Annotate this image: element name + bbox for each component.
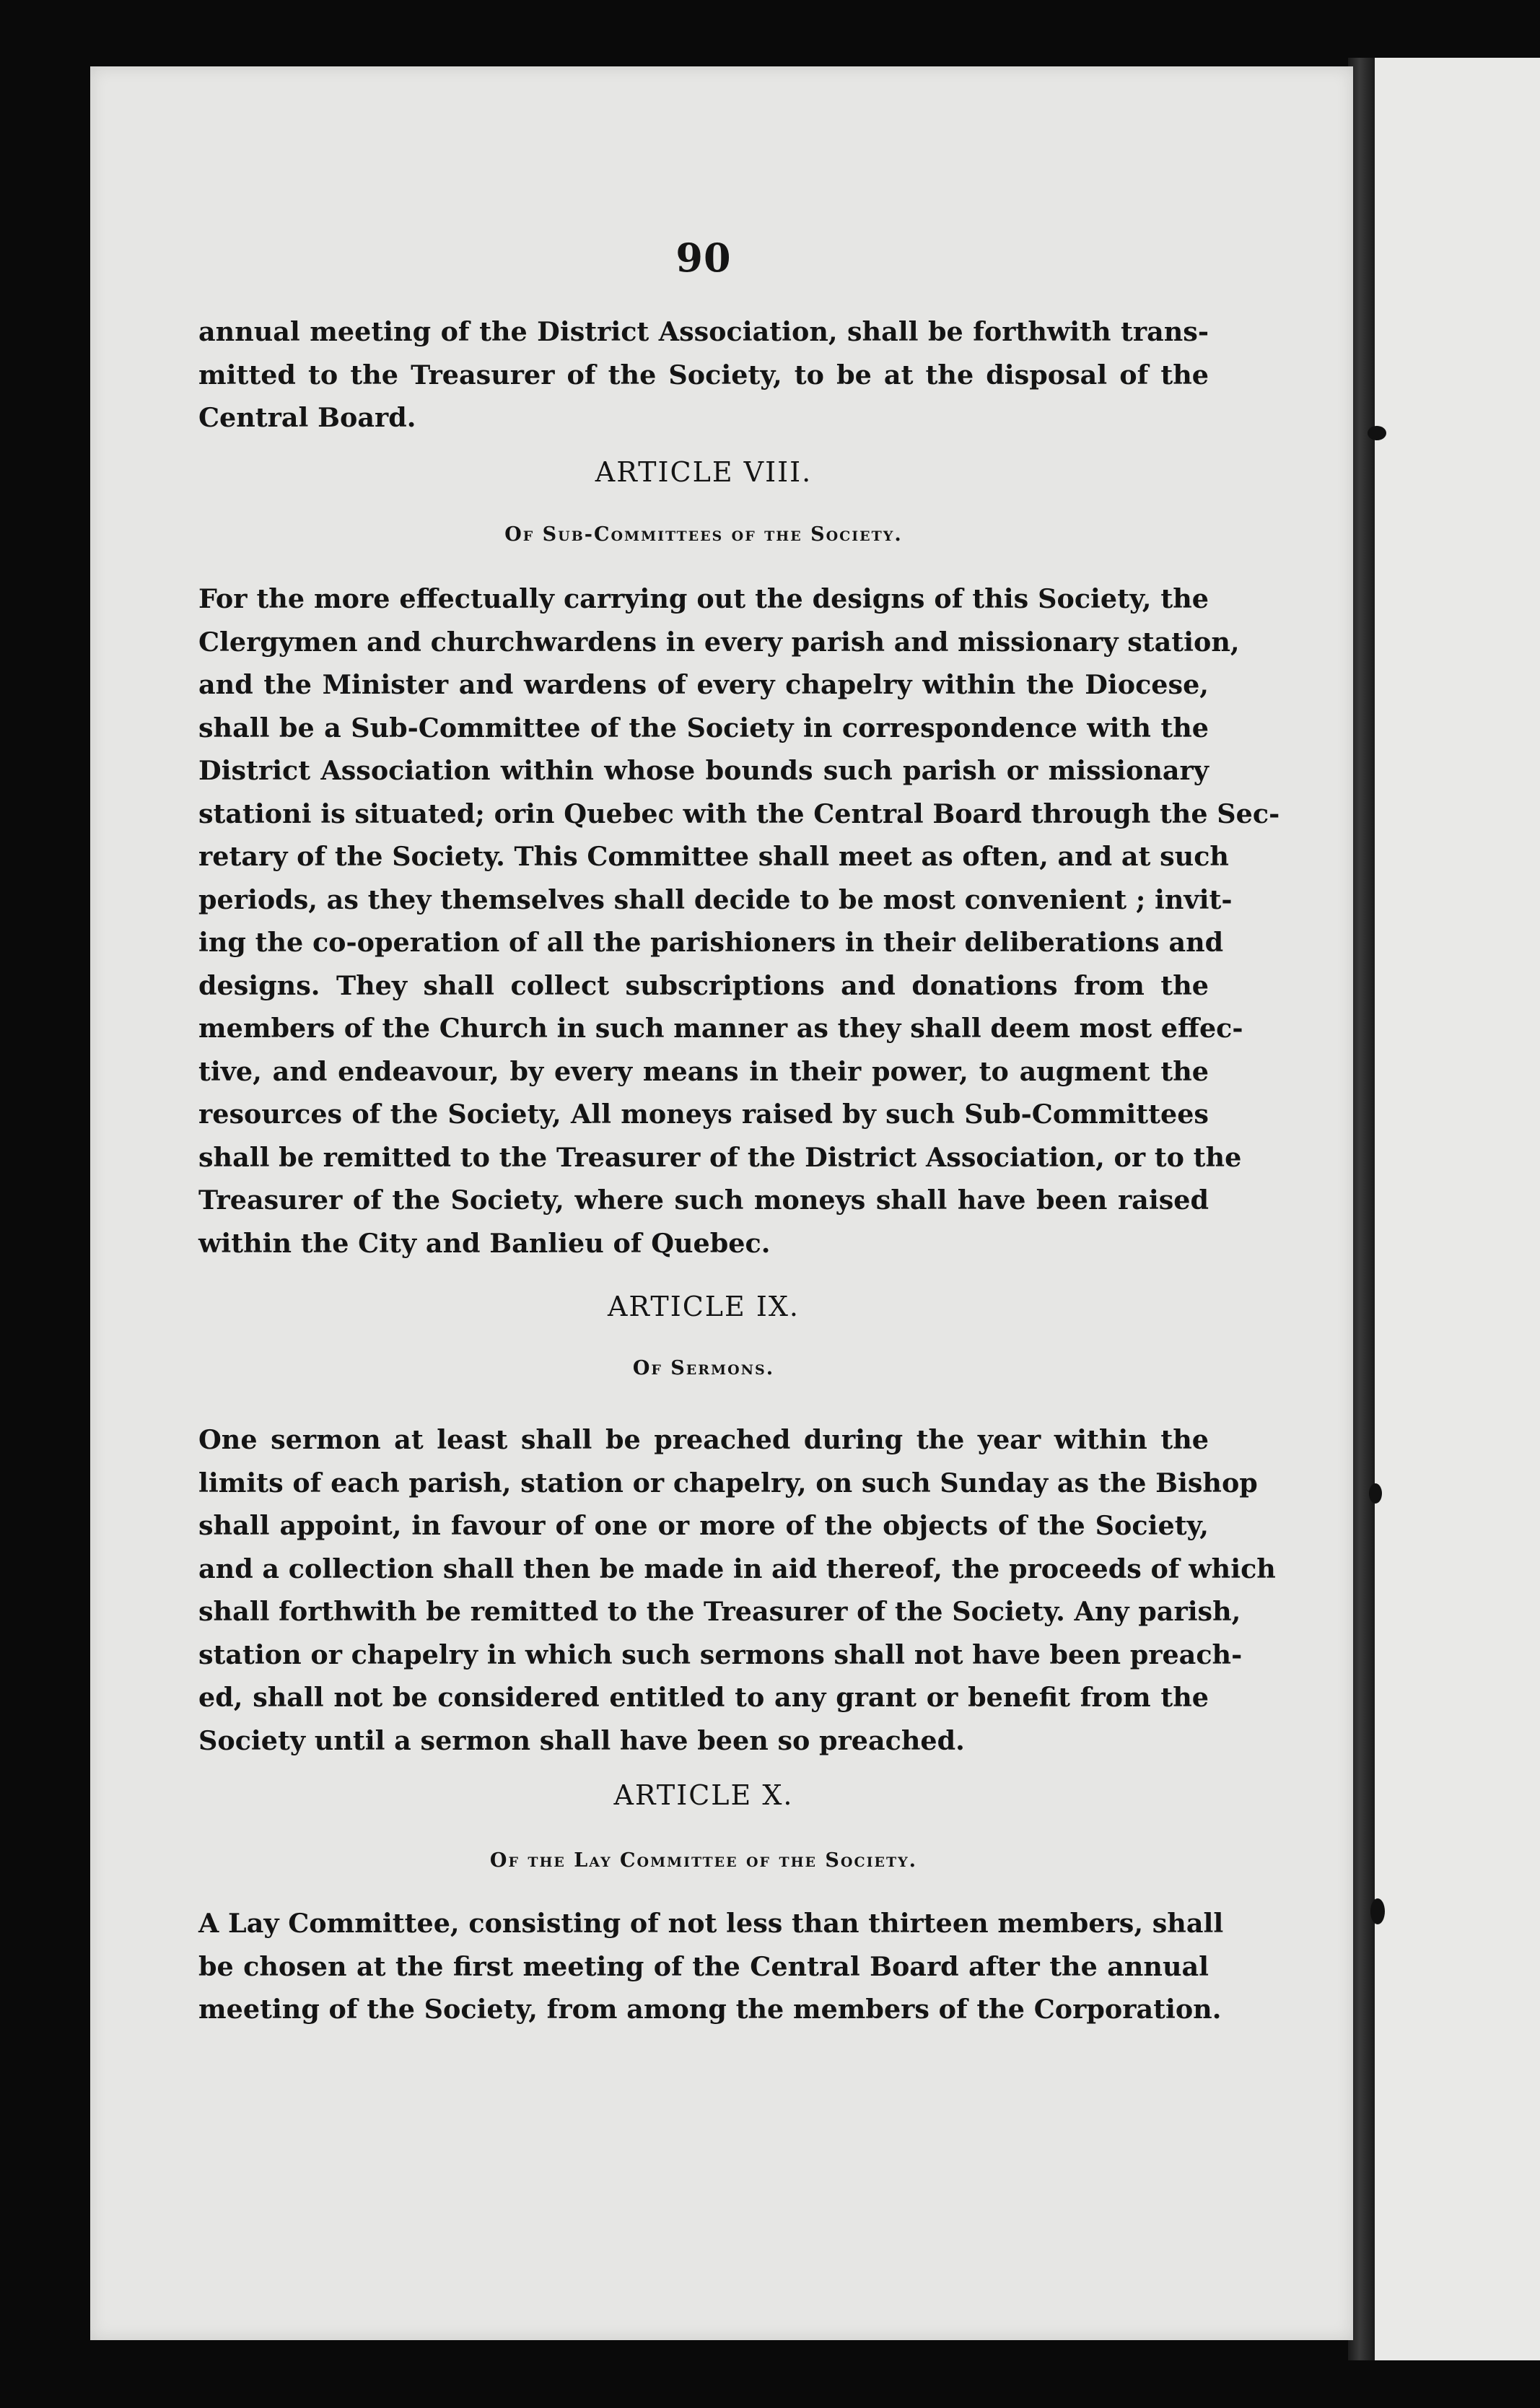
text-line: Central Board. bbox=[198, 402, 416, 433]
article-heading: ARTICLE X. bbox=[613, 1779, 794, 1811]
text-line: For the more effectually carrying out the designs of this Society, the bbox=[198, 583, 1209, 614]
text-line: stationi is situated; orin Quebec with the Central Board through the Sec- bbox=[198, 798, 1280, 829]
text-line: shall forthwith be remitted to the Treasurer of the Society. Any parish, bbox=[198, 1596, 1241, 1627]
text-line: annual meeting of the District Association, shall be forthwith trans- bbox=[198, 316, 1209, 347]
text-line: resources of the Society, All moneys raised by such Sub-Committees bbox=[198, 1099, 1209, 1130]
text-line: shall be a Sub-Committee of the Society in correspondence with the bbox=[198, 712, 1209, 743]
margin-blot bbox=[1369, 1483, 1382, 1504]
text-line: within the City and Banlieu of Quebec. bbox=[198, 1227, 771, 1259]
text-line: station or chapelry in which such sermons shall not have been preach- bbox=[198, 1639, 1243, 1670]
text-line: shall be remitted to the Treasurer of the District Association, or to the bbox=[198, 1141, 1242, 1173]
text-line: Society until a sermon shall have been so preached. bbox=[198, 1724, 965, 1756]
article-heading: ARTICLE IX. bbox=[607, 1291, 800, 1322]
text-line: A Lay Committee, consisting of not less than thirteen members, shall bbox=[198, 1908, 1224, 1939]
text-line: retary of the Society. This Committee shall meet as often, and at such bbox=[198, 841, 1229, 872]
text-line: ing the co-operation of all the parishioners in their deliberations and bbox=[198, 927, 1224, 958]
text-line: and the Minister and wardens of every chapelry within the Diocese, bbox=[198, 669, 1209, 700]
text-line: tive, and endeavour, by every means in their power, to augment the bbox=[198, 1055, 1209, 1087]
article-heading: ARTICLE VIII. bbox=[595, 456, 813, 488]
text-line: and a collection shall then be made in aid thereof, the proceeds of which bbox=[198, 1553, 1276, 1584]
text-line: be chosen at the first meeting of the Central Board after the annual bbox=[198, 1950, 1209, 1982]
margin-blot bbox=[1368, 426, 1386, 440]
article-paragraph bbox=[198, 1418, 1276, 1762]
text-line: members of the Church in such manner as they shall deem most effec- bbox=[198, 1013, 1243, 1044]
text-line: designs. They shall collect subscriptions and donations from the bbox=[198, 969, 1209, 1001]
article-subheading: Of Sub-Committees of the Society. bbox=[504, 523, 903, 546]
article-paragraph bbox=[198, 577, 1280, 1265]
text-line: mitted to the Treasurer of the Society, to be at the disposal of the bbox=[198, 359, 1209, 391]
text-line: District Association within whose bounds such parish or missionary bbox=[198, 755, 1209, 786]
text-line: ed, shall not be considered entitled to any grant or benefit from the bbox=[198, 1682, 1209, 1713]
paragraph-continued bbox=[198, 310, 1209, 440]
text-line: shall appoint, in favour of one or more of the objects of the Society, bbox=[198, 1510, 1209, 1541]
text-line: One sermon at least shall be preached during the year within the bbox=[198, 1424, 1209, 1455]
page-number: 90 bbox=[675, 235, 732, 281]
article-subheading: Of Sermons. bbox=[632, 1357, 775, 1379]
article-subheading: Of the Lay Committee of the Society. bbox=[489, 1849, 918, 1872]
margin-blot bbox=[1370, 1898, 1385, 1924]
text-line: periods, as they themselves shall decide to be most convenient ; invit- bbox=[198, 884, 1233, 915]
text-line: limits of each parish, station or chapelry, on such Sunday as the Bishop bbox=[198, 1467, 1258, 1499]
text-line: Treasurer of the Society, where such moneys shall have been raised bbox=[198, 1185, 1209, 1216]
text-line: Clergymen and churchwardens in every parish and missionary station, bbox=[198, 626, 1240, 658]
facing-page-edge bbox=[1375, 58, 1540, 2360]
article-paragraph bbox=[198, 1902, 1224, 2031]
text-line: meeting of the Society, from among the members of the Corporation. bbox=[198, 1994, 1222, 2025]
